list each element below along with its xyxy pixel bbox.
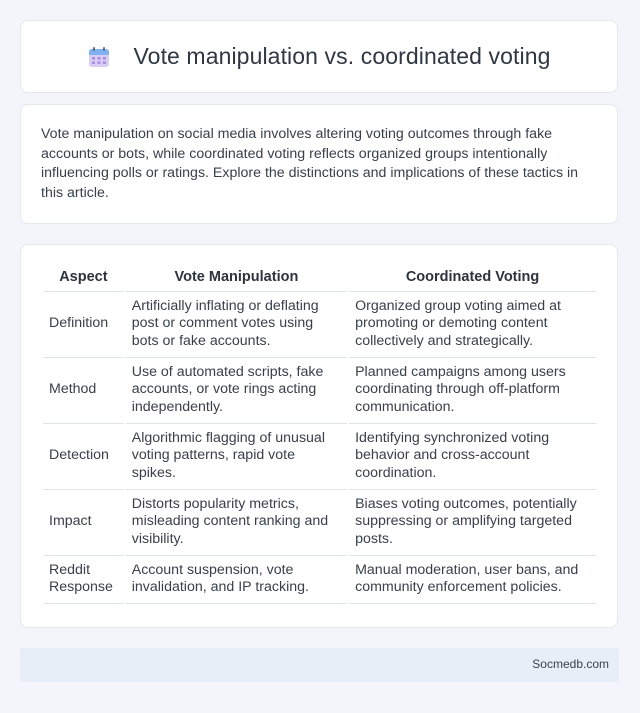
row-coordinated-voting: Biases voting outcomes, potentially suppressing or amplifying targeted posts.	[349, 490, 596, 556]
row-coordinated-voting: Manual moderation, user bans, and community enforcement policies.	[349, 556, 596, 604]
header-aspect: Aspect	[43, 263, 124, 292]
table-card	[20, 244, 618, 628]
header-vote-manipulation: Vote Manipulation	[126, 263, 347, 292]
table-row	[43, 556, 596, 604]
comparison-table	[41, 263, 598, 604]
footer-bar	[20, 648, 619, 682]
row-vote-manipulation: Distorts popularity metrics, misleading content ranking and visibility.	[126, 490, 347, 556]
row-vote-manipulation: Use of automated scripts, fake accounts, or vote rings acting independently.	[126, 358, 347, 424]
row-aspect: Detection	[43, 424, 124, 490]
title-card	[20, 20, 618, 93]
intro-paragraph: Vote manipulation on social media involves altering voting outcomes through fake accounts or bots, while coordinated voting reflects organized groups intentionally influencing polls or ratings. Explore the distinctions and implications of these tactics in this article.	[41, 126, 579, 201]
table-row	[43, 358, 596, 424]
row-coordinated-voting: Identifying synchronized voting behavior and cross-account coordination.	[349, 424, 596, 490]
row-aspect: Impact	[43, 490, 124, 556]
row-vote-manipulation: Artificially inflating or deflating post or comment votes using bots or fake accounts.	[126, 292, 347, 358]
page-title: Vote manipulation vs. coordinated voting	[133, 43, 551, 69]
footer-site-label: Socmedb.com	[532, 657, 609, 671]
calendar-icon	[88, 46, 110, 68]
header-coordinated-voting: Coordinated Voting	[349, 263, 596, 292]
row-vote-manipulation: Algorithmic flagging of unusual voting patterns, rapid vote spikes.	[126, 424, 347, 490]
table-row	[43, 292, 596, 358]
row-vote-manipulation: Account suspension, vote invalidation, and IP tracking.	[126, 556, 347, 604]
table-header-row	[43, 263, 596, 292]
row-coordinated-voting: Organized group voting aimed at promoting or demoting content collectively and strategically.	[349, 292, 596, 358]
row-aspect: Reddit Response	[43, 556, 124, 604]
table-row	[43, 424, 596, 490]
row-coordinated-voting: Planned campaigns among users coordinating through off-platform communication.	[349, 358, 596, 424]
row-aspect: Definition	[43, 292, 124, 358]
row-aspect: Method	[43, 358, 124, 424]
intro-card	[20, 104, 618, 224]
table-row	[43, 490, 596, 556]
